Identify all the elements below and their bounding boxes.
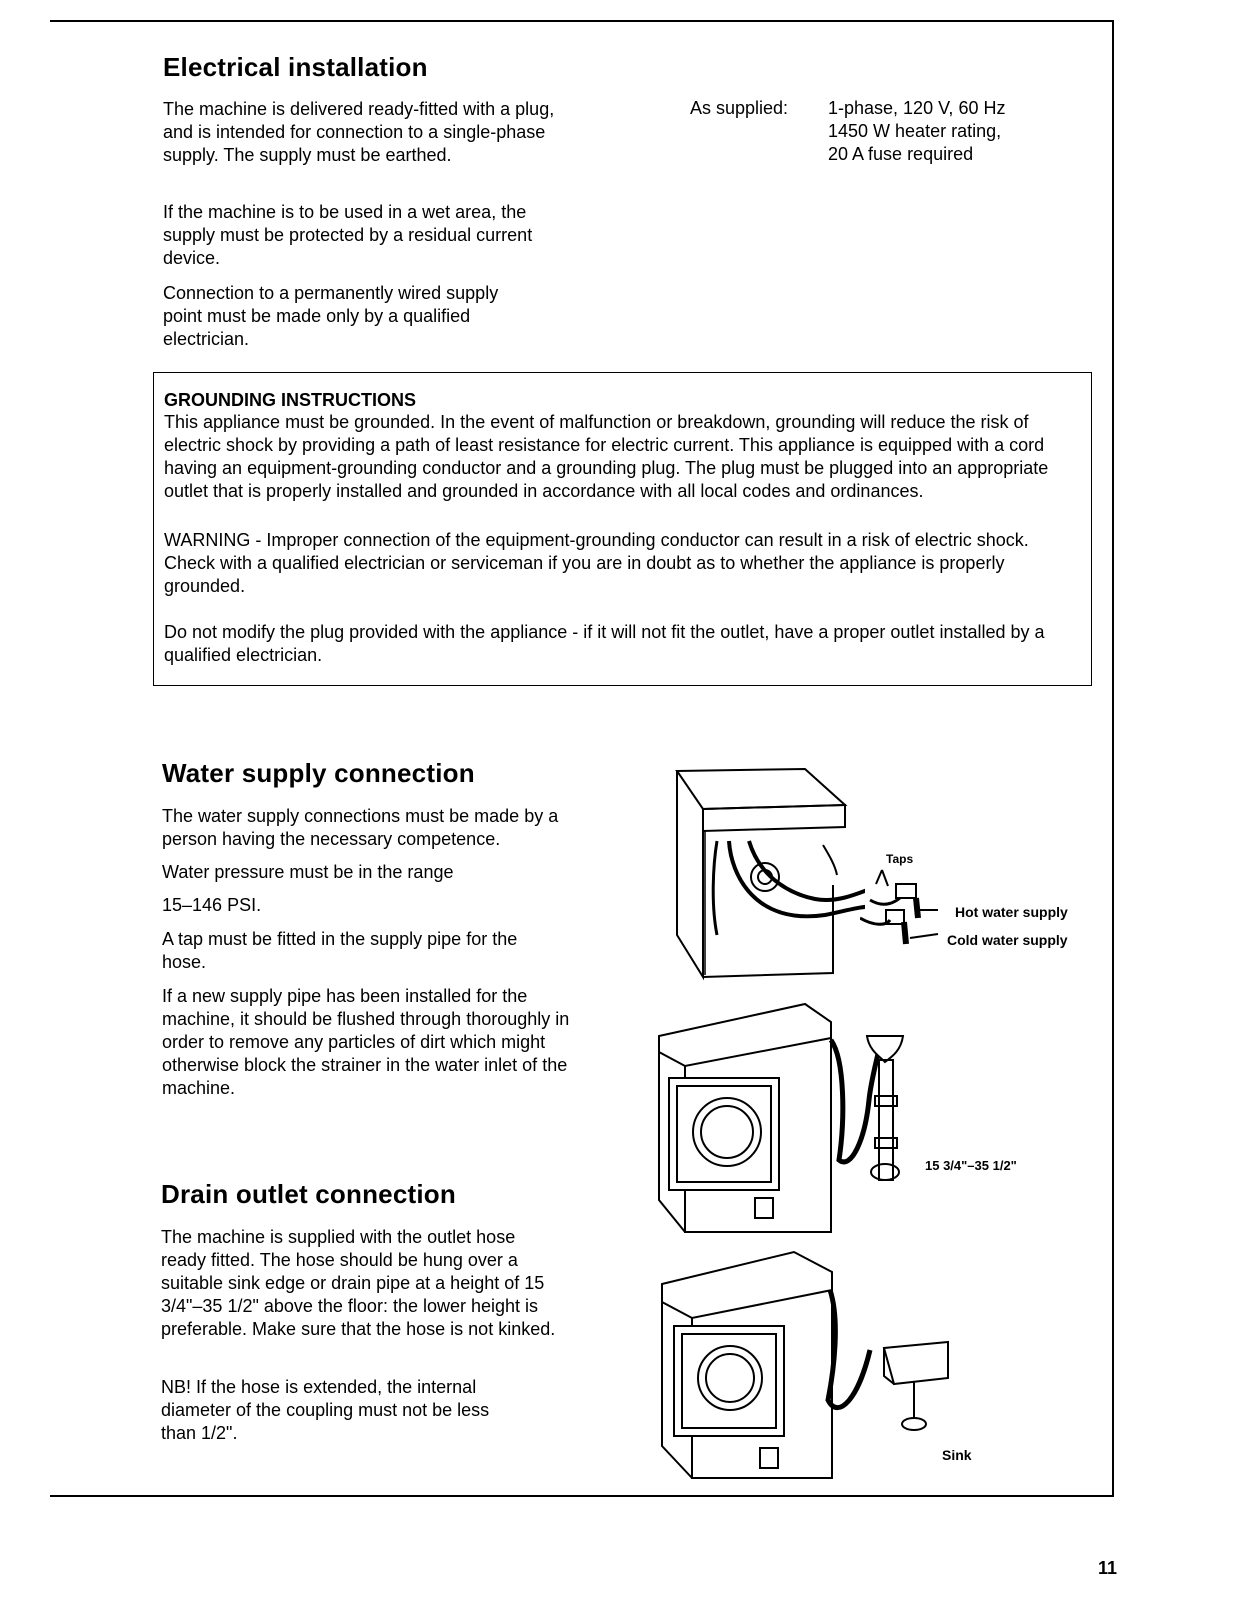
water-paragraph-2: Water pressure must be in the range — [162, 862, 454, 882]
bottom-rule — [50, 1495, 1114, 1497]
water-paragraph-5: If a new supply pipe has been installed for the machine, it should be flushed through thoroughly in order to remove any particles of dirt which might otherwise block the strainer in the water inlet of the machine. — [162, 986, 570, 1098]
electrical-paragraph-2: If the machine is to be used in a wet area, the supply must be protected by a residual current device. — [163, 202, 533, 268]
grounding-title: GROUNDING INSTRUCTIONS — [164, 390, 416, 410]
top-rule — [50, 20, 1114, 22]
page-number: 11 — [1098, 1558, 1118, 1578]
drain-paragraph-2: NB! If the hose is extended, the internal diameter of the coupling must not be less than 1/2". — [161, 1377, 490, 1443]
right-rule — [1112, 20, 1114, 1496]
sink-illustration — [658, 1250, 958, 1485]
grounding-paragraph-1: This appliance must be grounded. In the event of malfunction or breakdown, grounding will reduce the risk of electric shock by providing a path of least resistance for electric current. This appliance is equipped with a cord having an equipment-grounding conductor and a grounding plug. The plug must be plugged into an appropriate outlet that is properly installed and grounded in accordance with all local codes and ordinances. — [164, 412, 1049, 501]
taps-illustration — [665, 765, 865, 985]
electrical-paragraph-3: Connection to a permanently wired supply point must be made only by a qualified electrician. — [163, 283, 499, 349]
taps-detail — [860, 860, 940, 955]
drain-heading: Drain outlet connection — [161, 1179, 456, 1209]
sink-label: Sink — [942, 1447, 972, 1463]
grounding-paragraph-3: Do not modify the plug provided with the appliance - if it will not fit the outlet, have a proper outlet installed by a qualified electrician. — [164, 622, 1045, 665]
grounding-warning: WARNING - Improper connection of the equipment-grounding conductor can result in a risk of electric shock. Check with a qualified electrician or serviceman if you are in doubt as to whether the appliance is properly grounded. — [164, 530, 1029, 596]
water-paragraph-1: The water supply connections must be made by a person having the necessary competence. — [162, 806, 559, 849]
water-paragraph-3: 15–146 PSI. — [162, 895, 262, 915]
taps-label: Taps — [886, 852, 914, 866]
electrical-heading: Electrical installation — [163, 52, 428, 82]
cold-water-label: Cold water supply — [947, 932, 1068, 948]
drain-height-label: 15 3/4"–35 1/2" — [925, 1158, 1017, 1173]
water-paragraph-4: A tap must be fitted in the supply pipe for the hose. — [162, 929, 518, 972]
specs-list — [828, 97, 1005, 166]
water-heading: Water supply connection — [162, 758, 475, 788]
spec-fuse: 20 A fuse required — [828, 144, 974, 164]
spec-heater: 1450 W heater rating, — [828, 121, 1002, 141]
electrical-paragraph-1: The machine is delivered ready-fitted with a plug, and is intended for connection to a single-phase supply. The supply must be earthed. — [163, 99, 555, 165]
hot-water-label: Hot water supply — [955, 904, 1068, 920]
drain-pipe-illustration — [655, 1000, 925, 1240]
specs-label: As supplied: — [690, 98, 789, 118]
grounding-box — [153, 372, 1092, 686]
spec-phase: 1-phase, 120 V, 60 Hz — [828, 98, 1006, 118]
drain-paragraph-1: The machine is supplied with the outlet hose ready fitted. The hose should be hung over a suitable sink edge or drain pipe at a height of 15 3/4"–35 1/2" above the floor: the lower height is preferable. Make sure that the hose is not kinked. — [161, 1227, 556, 1339]
